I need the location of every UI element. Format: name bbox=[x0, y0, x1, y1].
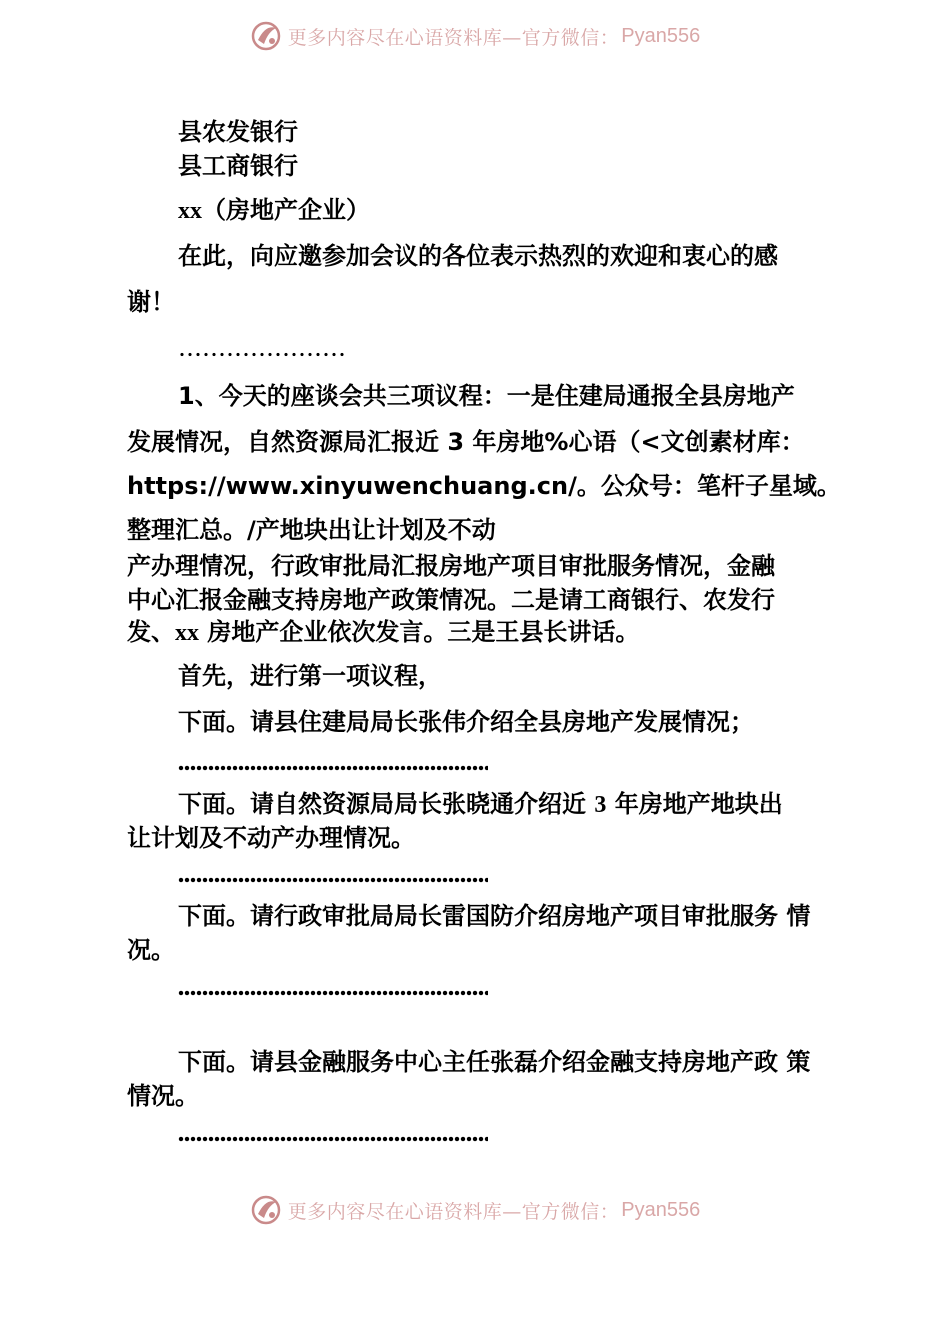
recipient-line-1: 县农发银行 bbox=[178, 118, 298, 146]
agenda-paragraph-line-3: https://www.xinyuwenchuang.cn/。公众号：笔杆子星域。 bbox=[127, 472, 841, 500]
agenda-paragraph-line-4: 整理汇总。/产地块出让计划及不动 bbox=[127, 516, 496, 544]
speaker-intro-4: 下面。请县金融服务中心主任张磊介绍金融支持房地产政 策 bbox=[178, 1048, 811, 1076]
agenda-paragraph-line-6: 中心汇报金融支持房地产政策情况。二是请工商银行、农发行 bbox=[127, 586, 775, 614]
dotted-divider bbox=[178, 990, 488, 996]
speaker-intro-2: 下面。请自然资源局局长张晓通介绍近 3 年房地产地块出 bbox=[178, 790, 783, 818]
speaker-intro-1: 下面。请县住建局局长张伟介绍全县房地产发展情况； bbox=[178, 708, 754, 736]
dotted-divider bbox=[178, 1136, 488, 1142]
watermark-footer bbox=[0, 1190, 950, 1230]
dotted-divider bbox=[178, 765, 488, 771]
agenda-paragraph-line-5: 产办理情况，行政审批局汇报房地产项目审批服务情况，金融 bbox=[127, 552, 775, 580]
dotted-divider bbox=[178, 877, 488, 883]
ellipsis-divider bbox=[178, 352, 348, 357]
welcome-paragraph: 在此，向应邀参加会议的各位表示热烈的欢迎和衷心的感 bbox=[178, 242, 778, 270]
welcome-paragraph-end: 谢！ bbox=[127, 288, 175, 316]
agenda-paragraph-line-2: 发展情况，自然资源局汇报近 3 年房地%心语（<文创素材库： bbox=[127, 428, 805, 456]
placeholder-xx: xx bbox=[178, 198, 202, 224]
watermark-text: 更多内容尽在心语资料库—官方微信： bbox=[287, 1200, 620, 1223]
watermark-text: 更多内容尽在心语资料库—官方微信： bbox=[287, 26, 620, 49]
speaker-intro-3-end: 况。 bbox=[127, 936, 175, 964]
recipient-line-3: xx（房地产企业） bbox=[178, 196, 370, 224]
speaker-intro-3: 下面。请行政审批局局长雷国防介绍房地产项目审批服务 情 bbox=[178, 902, 811, 930]
logo-icon bbox=[250, 1194, 282, 1226]
watermark-header bbox=[0, 16, 950, 56]
agenda-paragraph-line-1: 1、今天的座谈会共三项议程：一是住建局通报全县房地产 bbox=[178, 382, 795, 410]
speaker-intro-4-end: 情况。 bbox=[127, 1082, 199, 1110]
recipient-line-2: 县工商银行 bbox=[178, 152, 298, 180]
watermark-id: Pyan556 bbox=[621, 24, 701, 47]
watermark-id: Pyan556 bbox=[621, 1198, 701, 1221]
speaker-intro-2-end: 让计划及不动产办理情况。 bbox=[127, 824, 415, 852]
agenda-paragraph-line-7: 发、xx 房地产企业依次发言。三是王县长讲话。 bbox=[127, 618, 640, 646]
first-agenda-item: 首先，进行第一项议程， bbox=[178, 662, 442, 690]
logo-icon bbox=[250, 20, 282, 52]
